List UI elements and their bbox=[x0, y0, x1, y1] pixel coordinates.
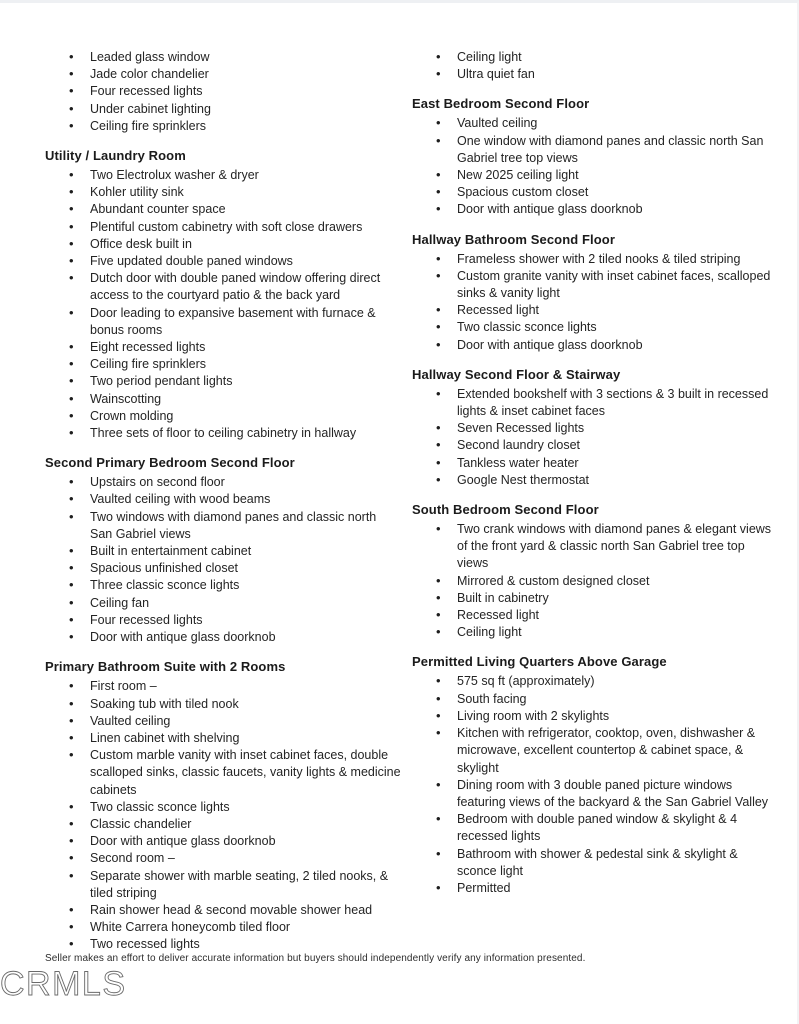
crmls-watermark-text: CRMLS bbox=[0, 965, 127, 1003]
bullet-icon: • bbox=[436, 776, 441, 792]
bullet-icon: • bbox=[436, 690, 441, 706]
list-item bbox=[412, 777, 774, 811]
bullet-icon: • bbox=[436, 184, 441, 200]
list-item bbox=[45, 339, 401, 356]
list-item-text: Kohler utility sink bbox=[90, 185, 184, 200]
bullet-icon: • bbox=[69, 815, 74, 831]
list-item bbox=[412, 811, 774, 845]
list-item bbox=[45, 425, 401, 442]
list-item-text: Spacious unfinished closet bbox=[90, 561, 239, 576]
bullet-icon: • bbox=[436, 607, 441, 623]
bullet-icon: • bbox=[436, 879, 441, 895]
list-item-text: Built in cabinetry bbox=[457, 590, 549, 605]
list-item bbox=[412, 880, 774, 897]
feature-list bbox=[45, 167, 401, 442]
left-column bbox=[45, 49, 401, 954]
section-heading: South Bedroom Second Floor bbox=[412, 502, 599, 518]
list-item-text: Spacious custom closet bbox=[457, 185, 589, 200]
list-item-text: Mirrored & custom designed closet bbox=[457, 573, 650, 588]
list-item-text: Three sets of floor to ceiling cabinetry in hallway bbox=[90, 426, 357, 441]
bullet-icon: • bbox=[436, 319, 441, 335]
list-item-text: Separate shower with marble seating, 2 tiled nooks, & tiled striping bbox=[90, 868, 389, 900]
bullet-icon: • bbox=[69, 901, 74, 917]
list-item bbox=[45, 799, 401, 816]
feature-list bbox=[412, 251, 774, 354]
bullet-icon: • bbox=[436, 437, 441, 453]
bullet-icon: • bbox=[69, 491, 74, 507]
list-item bbox=[45, 236, 401, 253]
list-item bbox=[412, 455, 774, 472]
list-item-text: Recessed light bbox=[457, 608, 539, 623]
list-item bbox=[412, 167, 774, 184]
list-item bbox=[45, 678, 401, 695]
bullet-icon: • bbox=[69, 833, 74, 849]
bullet-icon: • bbox=[69, 235, 74, 251]
bullet-icon: • bbox=[436, 471, 441, 487]
list-item bbox=[45, 560, 401, 577]
bullet-icon: • bbox=[436, 49, 441, 64]
list-item bbox=[45, 408, 401, 425]
section-heading: Utility / Laundry Room bbox=[45, 148, 186, 164]
list-item-text: Ceiling light bbox=[457, 50, 522, 64]
list-item bbox=[412, 337, 774, 354]
bullet-icon: • bbox=[69, 594, 74, 610]
list-item bbox=[412, 521, 774, 573]
list-item-text: Frameless shower with 2 tiled nooks & tiled striping bbox=[457, 251, 741, 266]
list-item bbox=[412, 573, 774, 590]
list-item-text: Five updated double paned windows bbox=[90, 254, 293, 269]
list-item-text: Leaded glass window bbox=[90, 50, 210, 64]
list-item bbox=[45, 577, 401, 594]
list-item bbox=[45, 356, 401, 373]
list-item bbox=[45, 713, 401, 730]
bullet-icon: • bbox=[69, 49, 74, 64]
list-item-text: Kitchen with refrigerator, cooktop, oven, dishwasher & microwave, excellent countertop & cabinet space, & skylight bbox=[457, 726, 756, 775]
list-item-text: Permitted bbox=[457, 880, 511, 895]
feature-list bbox=[412, 673, 774, 897]
bullet-icon: • bbox=[69, 184, 74, 200]
list-item bbox=[45, 730, 401, 747]
list-item-text: Vaulted ceiling bbox=[90, 713, 171, 728]
bullet-icon: • bbox=[69, 729, 74, 745]
right-column bbox=[412, 49, 774, 897]
list-item bbox=[412, 846, 774, 880]
bullet-icon: • bbox=[436, 250, 441, 266]
list-item-text: Ceiling light bbox=[457, 625, 522, 640]
bullet-icon: • bbox=[69, 850, 74, 866]
crmls-watermark-logo bbox=[0, 961, 148, 1009]
list-item-text: Wainscotting bbox=[90, 391, 162, 406]
list-item-text: Two crank windows with diamond panes & elegant views of the front yard & classic north San Gabriel tree top views bbox=[457, 522, 772, 571]
list-item-text: Four recessed lights bbox=[90, 84, 203, 99]
bullet-icon: • bbox=[69, 474, 74, 490]
list-item-text: New 2025 ceiling light bbox=[457, 168, 579, 183]
bullet-icon: • bbox=[436, 420, 441, 436]
bullet-icon: • bbox=[69, 356, 74, 372]
list-item bbox=[45, 747, 401, 799]
bullet-icon: • bbox=[436, 132, 441, 148]
list-item-text: Ultra quiet fan bbox=[457, 67, 535, 82]
list-item bbox=[45, 305, 401, 339]
bullet-icon: • bbox=[69, 201, 74, 217]
bullet-icon: • bbox=[69, 425, 74, 441]
bullet-icon: • bbox=[69, 508, 74, 524]
list-item-text: Vaulted ceiling with wood beams bbox=[90, 492, 271, 507]
list-item bbox=[412, 691, 774, 708]
list-item-text: Classic chandelier bbox=[90, 816, 192, 831]
list-item-text: Two Electrolux washer & dryer bbox=[90, 168, 259, 183]
list-item bbox=[45, 696, 401, 713]
list-item-text: Second laundry closet bbox=[457, 438, 580, 453]
section-heading: Permitted Living Quarters Above Garage bbox=[412, 654, 667, 670]
list-item-text: Door leading to expansive basement with furnace & bonus rooms bbox=[90, 305, 376, 337]
list-item bbox=[412, 437, 774, 454]
list-item bbox=[412, 49, 774, 66]
list-item-text: One window with diamond panes and classic north San Gabriel tree top views bbox=[457, 133, 764, 165]
list-item-text: Rain shower head & second movable shower head bbox=[90, 902, 373, 917]
list-item-text: South facing bbox=[457, 691, 527, 706]
list-item bbox=[45, 391, 401, 408]
list-item bbox=[412, 133, 774, 167]
feature-list bbox=[45, 49, 401, 135]
list-item bbox=[45, 491, 401, 508]
bullet-icon: • bbox=[436, 624, 441, 640]
list-item-text: Recessed light bbox=[457, 303, 539, 318]
disclaimer-text: Seller makes an effort to deliver accurate information but buyers should independently verify any information presented. bbox=[45, 953, 586, 964]
bullet-icon: • bbox=[436, 267, 441, 283]
list-item-text: Custom granite vanity with inset cabinet faces, scalloped sinks & vanity light bbox=[457, 268, 771, 301]
list-item-text: Google Nest thermostat bbox=[457, 472, 590, 487]
bullet-icon: • bbox=[436, 115, 441, 131]
bullet-icon: • bbox=[69, 543, 74, 559]
feature-list bbox=[412, 521, 774, 641]
bullet-icon: • bbox=[69, 577, 74, 593]
list-item bbox=[412, 624, 774, 641]
bullet-icon: • bbox=[69, 83, 74, 99]
list-item bbox=[412, 251, 774, 268]
list-item bbox=[45, 49, 401, 66]
list-item-text: Office desk built in bbox=[90, 236, 192, 251]
list-item bbox=[45, 83, 401, 100]
list-item-text: Second room – bbox=[90, 851, 175, 866]
list-item bbox=[45, 184, 401, 201]
list-item bbox=[45, 253, 401, 270]
list-item bbox=[45, 66, 401, 83]
list-item-text: Two recessed lights bbox=[90, 937, 200, 952]
list-item-text: Ceiling fire sprinklers bbox=[90, 357, 207, 372]
bullet-icon: • bbox=[436, 385, 441, 401]
list-item bbox=[45, 509, 401, 543]
list-item bbox=[412, 302, 774, 319]
bullet-icon: • bbox=[69, 270, 74, 286]
bullet-icon: • bbox=[436, 572, 441, 588]
bullet-icon: • bbox=[69, 798, 74, 814]
bullet-icon: • bbox=[436, 201, 441, 217]
list-item-text: Door with antique glass doorknob bbox=[457, 202, 643, 217]
list-item-text: First room – bbox=[90, 679, 157, 694]
list-item bbox=[45, 270, 401, 304]
list-item-text: Four recessed lights bbox=[90, 612, 203, 627]
list-item bbox=[45, 868, 401, 902]
list-item-text: Door with antique glass doorknob bbox=[457, 337, 643, 352]
list-item-text: Three classic sconce lights bbox=[90, 578, 240, 593]
list-item-text: Built in entertainment cabinet bbox=[90, 544, 252, 559]
section-heading: Hallway Bathroom Second Floor bbox=[412, 231, 615, 247]
section-heading: East Bedroom Second Floor bbox=[412, 96, 590, 112]
list-item-text: Tankless water heater bbox=[457, 455, 579, 470]
bullet-icon: • bbox=[69, 100, 74, 116]
list-item-text: 575 sq ft (approximately) bbox=[457, 674, 595, 689]
list-item bbox=[45, 101, 401, 118]
list-item-text: Living room with 2 skylights bbox=[457, 708, 610, 723]
list-item bbox=[412, 201, 774, 218]
list-item bbox=[45, 474, 401, 491]
list-item bbox=[45, 833, 401, 850]
bullet-icon: • bbox=[436, 454, 441, 470]
bullet-icon: • bbox=[436, 521, 441, 537]
list-item bbox=[45, 629, 401, 646]
bullet-icon: • bbox=[436, 336, 441, 352]
list-item bbox=[412, 420, 774, 437]
bullet-icon: • bbox=[69, 339, 74, 355]
bullet-icon: • bbox=[436, 707, 441, 723]
bullet-icon: • bbox=[69, 218, 74, 234]
list-item bbox=[45, 902, 401, 919]
list-item-text: Jade color chandelier bbox=[90, 67, 209, 82]
list-item bbox=[412, 268, 774, 302]
list-item bbox=[412, 725, 774, 777]
list-item bbox=[45, 543, 401, 560]
list-item bbox=[45, 118, 401, 135]
bullet-icon: • bbox=[436, 725, 441, 741]
list-item-text: Ceiling fan bbox=[90, 595, 150, 610]
bullet-icon: • bbox=[436, 302, 441, 318]
list-item bbox=[412, 66, 774, 83]
bullet-icon: • bbox=[69, 390, 74, 406]
list-item bbox=[45, 167, 401, 184]
list-item bbox=[45, 850, 401, 867]
bullet-icon: • bbox=[69, 304, 74, 320]
list-item bbox=[45, 612, 401, 629]
list-item-text: Door with antique glass doorknob bbox=[90, 630, 276, 645]
list-item bbox=[45, 373, 401, 390]
section-heading: Primary Bathroom Suite with 2 Rooms bbox=[45, 659, 286, 675]
list-item-text: Seven Recessed lights bbox=[457, 421, 585, 436]
list-item bbox=[45, 201, 401, 218]
bullet-icon: • bbox=[436, 66, 441, 82]
list-item-text: Ceiling fire sprinklers bbox=[90, 118, 207, 133]
bullet-icon: • bbox=[69, 560, 74, 576]
list-item-text: Two period pendant lights bbox=[90, 374, 233, 389]
bullet-icon: • bbox=[69, 117, 74, 133]
list-item-text: Abundant counter space bbox=[90, 202, 226, 217]
list-item-text: White Carrera honeycomb tiled floor bbox=[90, 920, 291, 935]
list-item-text: Upstairs on second floor bbox=[90, 475, 225, 490]
bullet-icon: • bbox=[436, 845, 441, 861]
list-item-text: Linen cabinet with shelving bbox=[90, 730, 240, 745]
list-item bbox=[45, 816, 401, 833]
bullet-icon: • bbox=[69, 611, 74, 627]
list-item bbox=[412, 590, 774, 607]
list-item bbox=[412, 472, 774, 489]
list-item-text: Two classic sconce lights bbox=[90, 799, 230, 814]
bullet-icon: • bbox=[436, 167, 441, 183]
list-item-text: Vaulted ceiling bbox=[457, 116, 538, 131]
bullet-icon: • bbox=[69, 678, 74, 694]
bullet-icon: • bbox=[69, 695, 74, 711]
list-item bbox=[412, 673, 774, 690]
list-item-text: Dutch door with double paned window offering direct access to the courtyard patio & the back yard bbox=[90, 271, 381, 303]
list-item bbox=[45, 219, 401, 236]
feature-list bbox=[412, 115, 774, 218]
bullet-icon: • bbox=[69, 407, 74, 423]
bullet-icon: • bbox=[69, 167, 74, 183]
bullet-icon: • bbox=[69, 629, 74, 645]
list-item bbox=[412, 184, 774, 201]
bullet-icon: • bbox=[69, 936, 74, 952]
list-item-text: Bathroom with shower & pedestal sink & skylight & sconce light bbox=[457, 846, 738, 878]
list-item-text: Two classic sconce lights bbox=[457, 320, 597, 335]
list-item bbox=[412, 607, 774, 624]
list-item-text: Extended bookshelf with 3 sections & 3 built in recessed lights & inset cabinet faces bbox=[457, 386, 769, 419]
feature-list bbox=[45, 474, 401, 646]
list-item-text: Eight recessed lights bbox=[90, 340, 206, 355]
list-item-text: Door with antique glass doorknob bbox=[90, 834, 276, 849]
bullet-icon: • bbox=[436, 811, 441, 827]
section-heading: Second Primary Bedroom Second Floor bbox=[45, 455, 295, 471]
list-item bbox=[45, 595, 401, 612]
feature-list bbox=[45, 678, 401, 953]
list-item bbox=[45, 936, 401, 953]
list-item bbox=[412, 708, 774, 725]
bullet-icon: • bbox=[69, 747, 74, 763]
bullet-icon: • bbox=[69, 712, 74, 728]
list-item-text: Under cabinet lighting bbox=[90, 101, 211, 116]
list-item-text: Two windows with diamond panes and classic north San Gabriel views bbox=[90, 509, 377, 541]
list-item-text: Dining room with 3 double paned picture windows featuring views of the backyard & the San Gabriel Valley bbox=[457, 777, 769, 809]
list-item-text: Soaking tub with tiled nook bbox=[90, 696, 239, 711]
list-item bbox=[412, 386, 774, 420]
bullet-icon: • bbox=[436, 589, 441, 605]
bullet-icon: • bbox=[69, 373, 74, 389]
list-item bbox=[412, 319, 774, 336]
bullet-icon: • bbox=[69, 253, 74, 269]
list-item bbox=[45, 919, 401, 936]
list-item-text: Bedroom with double paned window & skylight & 4 recessed lights bbox=[457, 812, 738, 844]
bullet-icon: • bbox=[69, 867, 74, 883]
feature-list bbox=[412, 49, 774, 83]
section-heading: Hallway Second Floor & Stairway bbox=[412, 366, 621, 382]
bullet-icon: • bbox=[436, 673, 441, 689]
bullet-icon: • bbox=[69, 66, 74, 82]
list-item-text: Custom marble vanity with inset cabinet faces, double scalloped sinks, classic faucets, vanity lights & medicine cabinets bbox=[90, 748, 401, 797]
feature-list bbox=[412, 386, 774, 489]
bullet-icon: • bbox=[69, 919, 74, 935]
list-item-text: Crown molding bbox=[90, 408, 174, 423]
list-item-text: Plentiful custom cabinetry with soft close drawers bbox=[90, 219, 363, 234]
list-item bbox=[412, 115, 774, 132]
